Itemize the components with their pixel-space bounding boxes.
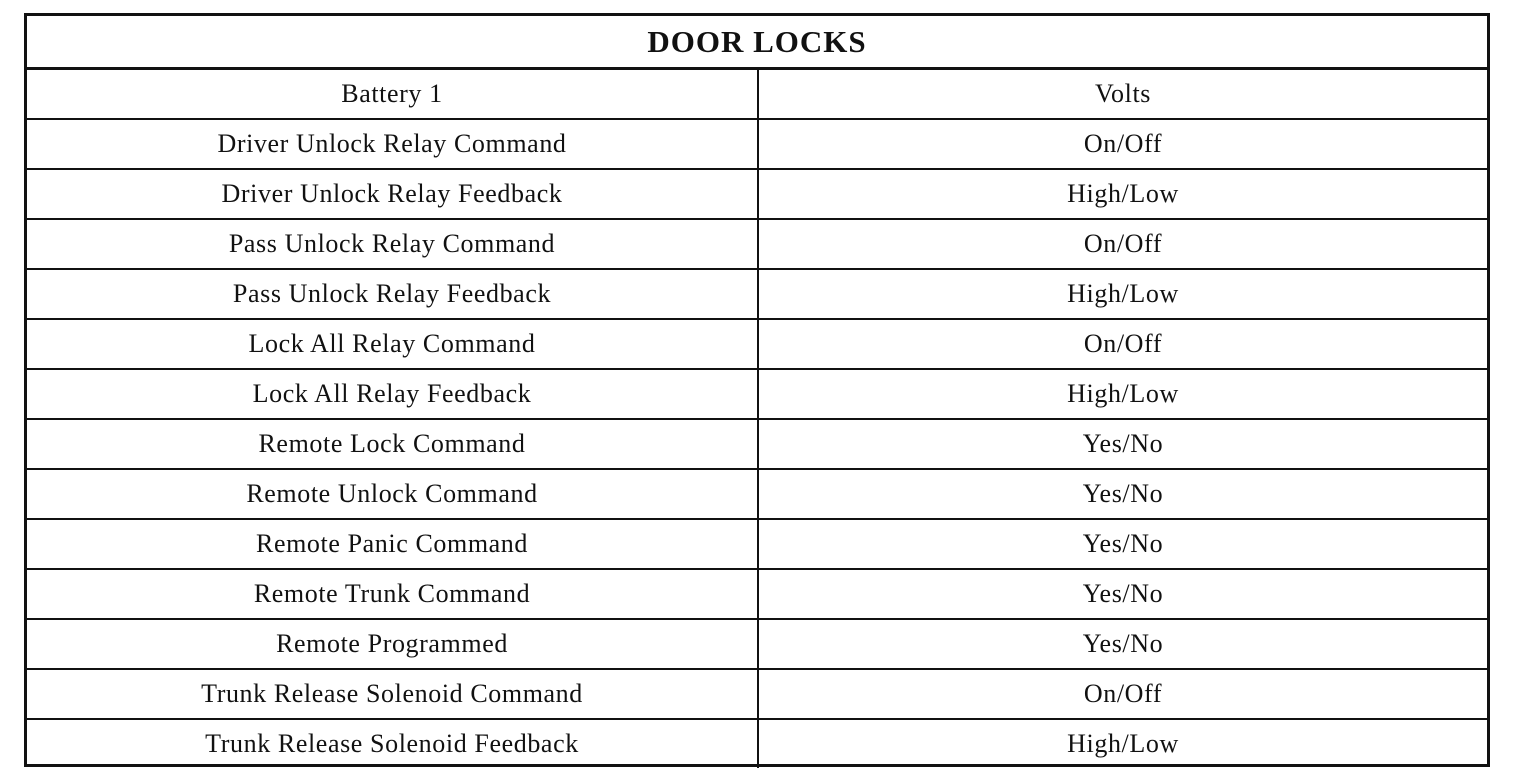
- table-row: [27, 319, 1487, 369]
- parameter-cell: Remote Programmed: [27, 619, 758, 669]
- table-row: [27, 469, 1487, 519]
- value-cell: Yes/No: [758, 419, 1487, 469]
- table-row: [27, 169, 1487, 219]
- parameter-cell: Pass Unlock Relay Feedback: [27, 269, 758, 319]
- table-row: [27, 419, 1487, 469]
- header-cell-parameter: Battery 1: [27, 69, 758, 120]
- value-cell: High/Low: [758, 269, 1487, 319]
- table-row: [27, 569, 1487, 619]
- table-row: [27, 719, 1487, 768]
- parameter-cell: Trunk Release Solenoid Command: [27, 669, 758, 719]
- value-cell: Yes/No: [758, 469, 1487, 519]
- parameter-cell: Lock All Relay Feedback: [27, 369, 758, 419]
- value-cell: High/Low: [758, 369, 1487, 419]
- value-cell: On/Off: [758, 219, 1487, 269]
- value-cell: On/Off: [758, 119, 1487, 169]
- parameter-cell: Remote Lock Command: [27, 419, 758, 469]
- table-row: [27, 369, 1487, 419]
- table-title: DOOR LOCKS: [27, 16, 1487, 69]
- value-cell: Yes/No: [758, 519, 1487, 569]
- value-cell: High/Low: [758, 719, 1487, 768]
- parameter-cell: Driver Unlock Relay Feedback: [27, 169, 758, 219]
- door-locks-table-frame: [24, 13, 1490, 767]
- value-cell: Yes/No: [758, 569, 1487, 619]
- table-row: [27, 669, 1487, 719]
- value-cell: On/Off: [758, 319, 1487, 369]
- parameter-cell: Remote Panic Command: [27, 519, 758, 569]
- table-row: [27, 619, 1487, 669]
- header-cell-value: Volts: [758, 69, 1487, 120]
- header-row: [27, 69, 1487, 120]
- parameter-cell: Remote Trunk Command: [27, 569, 758, 619]
- value-cell: Yes/No: [758, 619, 1487, 669]
- parameter-cell: Pass Unlock Relay Command: [27, 219, 758, 269]
- parameter-cell: Remote Unlock Command: [27, 469, 758, 519]
- door-locks-table: [27, 16, 1487, 768]
- table-row: [27, 119, 1487, 169]
- table-row: [27, 269, 1487, 319]
- table-row: [27, 219, 1487, 269]
- value-cell: On/Off: [758, 669, 1487, 719]
- parameter-cell: Trunk Release Solenoid Feedback: [27, 719, 758, 768]
- parameter-cell: Lock All Relay Command: [27, 319, 758, 369]
- value-cell: High/Low: [758, 169, 1487, 219]
- parameter-cell: Driver Unlock Relay Command: [27, 119, 758, 169]
- table-row: [27, 519, 1487, 569]
